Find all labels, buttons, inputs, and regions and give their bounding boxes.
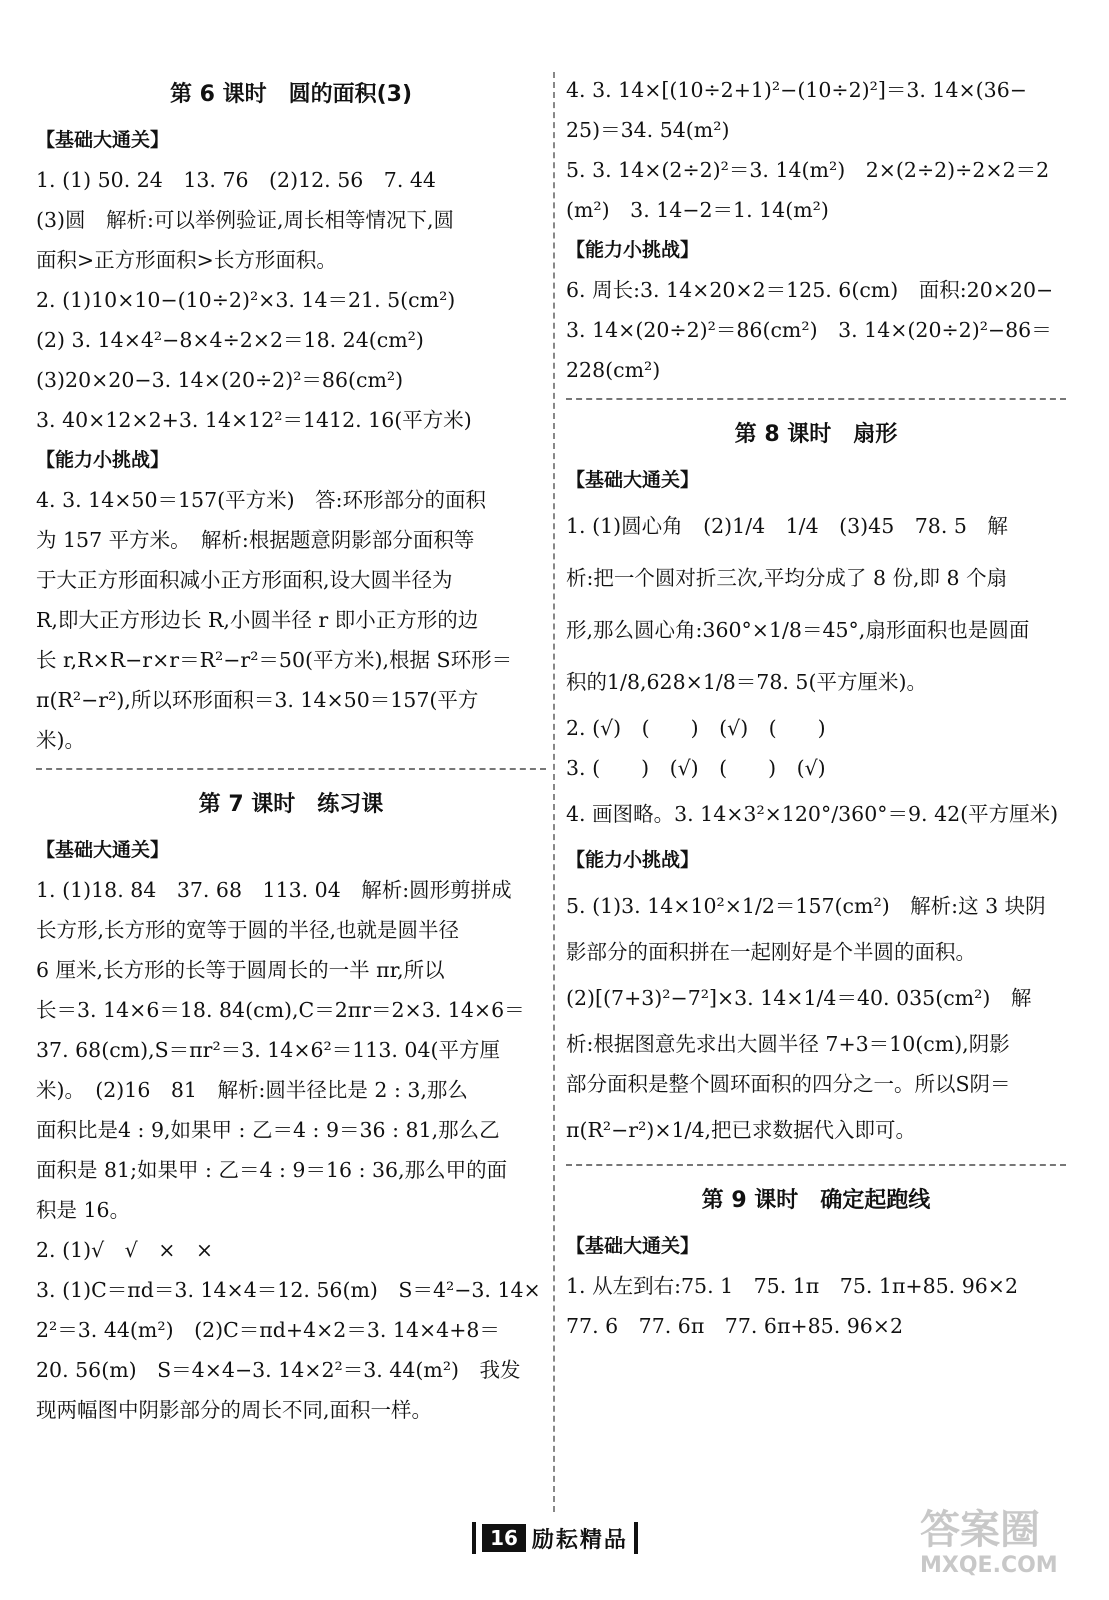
answer-line: 2. (√) ( ) (√) ( ) (566, 716, 826, 740)
answer-line: π(R²−r²)×1/4,把已求数据代入即可。 (566, 1118, 917, 1142)
answer-line: π(R²−r²),所以环形面积＝3. 14×50＝157(平方 (36, 688, 479, 712)
answer-line: 25)＝34. 54(m²) (566, 118, 730, 142)
footer-bar-left (472, 1522, 476, 1554)
answer-line: 米)。 (36, 728, 85, 752)
answer-line: 1. (1)18. 84 37. 68 113. 04 解析:圆形剪拼成 (36, 878, 512, 902)
answer-line: 长 r,R×R−r×r＝R²−r²＝50(平方米),根据 S环形＝ (36, 648, 513, 672)
answer-line: 5. 3. 14×(2÷2)²＝3. 14(m²) 2×(2÷2)÷2×2＝2 (566, 158, 1050, 182)
section-basic: 【基础大通关】 (566, 1235, 700, 1257)
answer-line: 228(cm²) (566, 358, 661, 382)
section-separator (36, 768, 546, 770)
answer-line: 4. 画图略。3. 14×3²×120°/360°＝9. 42(平方厘米) (566, 802, 1059, 826)
answer-line: 3. 14×(20÷2)²＝86(cm²) 3. 14×(20÷2)²−86＝ (566, 318, 1052, 342)
answer-line: 长方形,长方形的宽等于圆的半径,也就是圆半径 (36, 918, 460, 942)
answer-line: 面积是 81;如果甲 : 乙＝4 : 9＝16 : 36,那么甲的面 (36, 1158, 508, 1182)
answer-line: 现两幅图中阴影部分的周长不同,面积一样。 (36, 1398, 433, 1422)
answer-line: (2)[(7+3)²−7²]×3. 14×1/4＝40. 035(cm²) 解 (566, 986, 1032, 1010)
watermark-logo (920, 1508, 1100, 1588)
answer-line: 77. 6 77. 6π 77. 6π+85. 96×2 (566, 1314, 904, 1338)
answer-line: 4. 3. 14×[(10÷2+1)²−(10÷2)²]＝3. 14×(36− (566, 78, 1027, 102)
answer-line: 影部分的面积拼在一起刚好是个半圆的面积。 (566, 940, 976, 964)
footer-bar-right (634, 1522, 638, 1554)
answer-line: 面积比是4 : 9,如果甲 : 乙＝4 : 9＝36 : 81,那么乙 (36, 1118, 500, 1142)
answer-line: 3. 40×12×2+3. 14×12²＝1412. 16(平方米) (36, 408, 472, 432)
answer-line: 2. (1)√ √ × × (36, 1238, 214, 1262)
answer-line: 析:把一个圆对折三次,平均分成了 8 份,即 8 个扇 (566, 566, 1008, 590)
brand-name: 励耘精品 (531, 1527, 628, 1553)
section-challenge: 【能力小挑战】 (566, 239, 700, 261)
answer-line: 6. 周长:3. 14×20×2＝125. 6(cm) 面积:20×20− (566, 278, 1054, 302)
answer-line: 1. (1)圆心角 (2)1/4 1/4 (3)45 78. 5 解 (566, 514, 1008, 538)
answer-line: 3. ( ) (√) ( ) (√) (566, 756, 826, 780)
answer-line: 于大正方形面积减小正方形面积,设大圆半径为 (36, 568, 453, 592)
section-basic: 【基础大通关】 (36, 129, 170, 151)
answer-line: 积是 16。 (36, 1198, 131, 1222)
answer-line: 2²＝3. 44(m²) (2)C＝πd+4×2＝3. 14×4+8＝ (36, 1318, 500, 1342)
answer-line: 部分面积是整个圆环面积的四分之一。所以S阴＝ (566, 1072, 1011, 1096)
section-separator (566, 1164, 1066, 1166)
answer-line: 1. (1) 50. 24 13. 76 (2)12. 56 7. 44 (36, 168, 436, 192)
answer-line: 37. 68(cm),S＝πr²＝3. 14×6²＝113. 04(平方厘 (36, 1038, 501, 1062)
section-challenge: 【能力小挑战】 (36, 449, 170, 471)
answer-line: 米)。 (2)16 81 解析:圆半径比是 2 : 3,那么 (36, 1078, 468, 1102)
answer-line: 形,那么圆心角:360°×1/8＝45°,扇形面积也是圆面 (566, 618, 1030, 642)
answer-line: 为 157 平方米。 解析:根据题意阴影部分面积等 (36, 528, 475, 552)
answer-line: 积的1/8,628×1/8＝78. 5(平方厘米)。 (566, 670, 927, 694)
left-column (36, 70, 546, 1430)
lesson-7-title: 第 7 课时 练习课 (198, 792, 384, 817)
answer-line: 20. 56(m) S＝4×4−3. 14×2²＝3. 44(m²) 我发 (36, 1358, 521, 1382)
section-challenge: 【能力小挑战】 (566, 849, 700, 871)
answer-line: (3)圆 解析:可以举例验证,周长相等情况下,圆 (36, 208, 454, 232)
answer-line: 长＝3. 14×6＝18. 84(cm),C＝2πr＝2×3. 14×6＝ (36, 998, 525, 1022)
answer-line: 析:根据图意先求出大圆半径 7+3＝10(cm),阴影 (566, 1032, 1010, 1056)
answer-line: 5. (1)3. 14×10²×1/2＝157(cm²) 解析:这 3 块阴 (566, 894, 1046, 918)
right-column (566, 70, 1066, 1346)
lesson-9-title: 第 9 课时 确定起跑线 (701, 1188, 931, 1213)
answer-line: 6 厘米,长方形的长等于圆周长的一半 πr,所以 (36, 958, 445, 982)
answer-line: 3. (1)C＝πd＝3. 14×4＝12. 56(m) S＝4²−3. 14× (36, 1278, 541, 1302)
section-separator (566, 398, 1066, 400)
section-basic: 【基础大通关】 (566, 469, 700, 491)
section-basic: 【基础大通关】 (36, 839, 170, 861)
page-footer (455, 1518, 655, 1558)
answer-line: 面积>正方形面积>长方形面积。 (36, 248, 337, 272)
answer-line: 1. 从左到右:75. 1 75. 1π 75. 1π+85. 96×2 (566, 1274, 1019, 1298)
lesson-6-title: 第 6 课时 圆的面积(3) (169, 82, 413, 107)
answer-line: 2. (1)10×10−(10÷2)²×3. 14＝21. 5(cm²) (36, 288, 456, 312)
column-divider (553, 72, 555, 1512)
lesson-8-title: 第 8 课时 扇形 (734, 422, 898, 447)
answer-line: (2) 3. 14×4²−8×4÷2×2＝18. 24(cm²) (36, 328, 424, 352)
answer-line: R,即大正方形边长 R,小圆半径 r 即小正方形的边 (36, 608, 479, 632)
answer-line: 4. 3. 14×50＝157(平方米) 答:环形部分的面积 (36, 488, 487, 512)
watermark-text: 答案圈 (920, 1507, 1040, 1553)
watermark-url: MXQE.COM (920, 1553, 1058, 1578)
answer-line: (m²) 3. 14−2＝1. 14(m²) (566, 198, 829, 222)
answer-line: (3)20×20−3. 14×(20÷2)²＝86(cm²) (36, 368, 404, 392)
page-number: 16 (482, 1524, 526, 1552)
